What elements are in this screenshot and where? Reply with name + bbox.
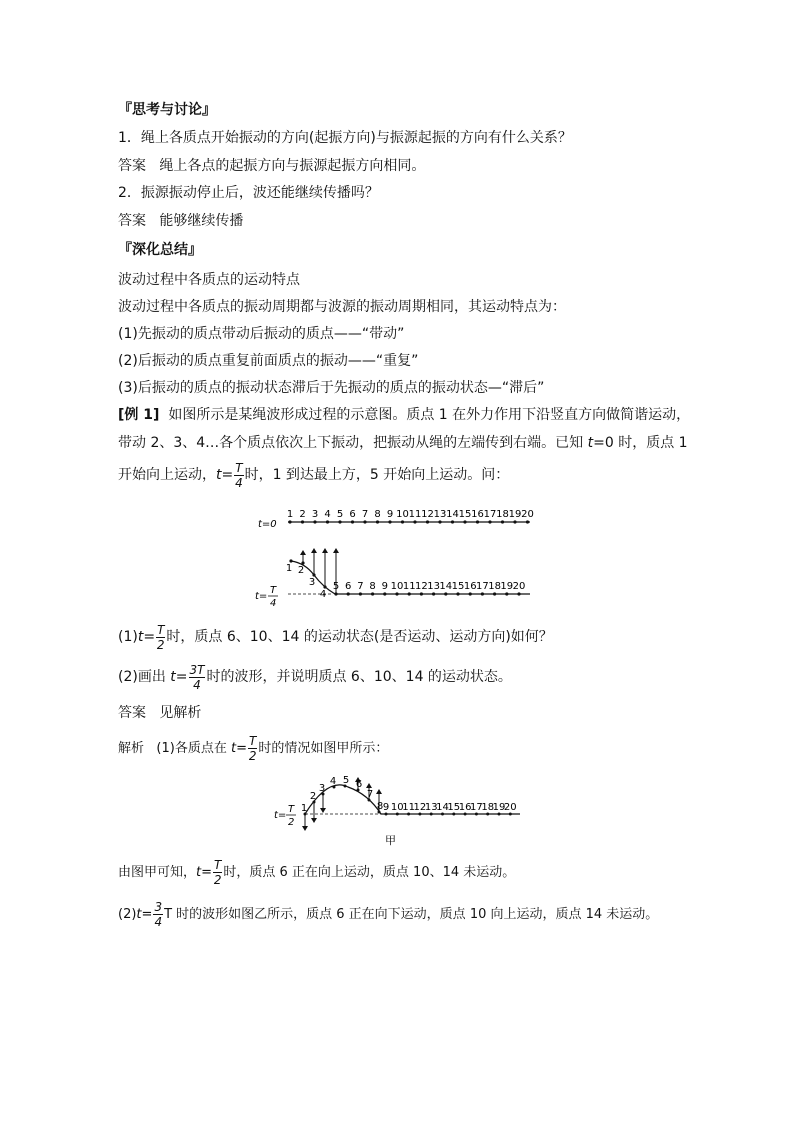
example-text-3b: 时，1 到达最上方，5 开始向上运动。问：: [244, 467, 510, 483]
rope-particle: [469, 592, 472, 595]
particle-label: 20: [512, 581, 526, 592]
frac-num: 3: [154, 900, 163, 914]
particle-label: 9: [386, 509, 394, 520]
rope-wave-figure: [250, 505, 540, 610]
example-text-1: 如图所示是某绳波形成过程的示意图。质点 1 在外力作用下沿竖直方向做简谐运动，: [168, 407, 691, 423]
solution-text-3a: (2): [118, 907, 137, 922]
particle-label: 7: [357, 581, 364, 592]
particle-label: 9: [381, 581, 388, 592]
example-text-2a: 带动 2、3、4…各个质点依次上下振动，把振动从绳的左端传到右端。已知: [118, 435, 588, 451]
frac-num: 3T: [189, 662, 205, 677]
particle-label: 13: [433, 509, 447, 520]
particle-label: 11: [402, 802, 415, 813]
particle-label: 13: [427, 581, 440, 592]
arrow-2-head: [300, 550, 306, 555]
solution-text-1b: 时的情况如图甲所示：: [258, 741, 389, 756]
row1-label: t=0: [258, 519, 277, 530]
frac-den: 2: [156, 637, 165, 652]
particle-label: 2: [299, 509, 306, 520]
discussion-heading: 『思考与讨论』: [118, 102, 216, 118]
equals-sign: =: [141, 907, 153, 922]
q1-text: 时，质点 6、10、14 的运动状态(是否运动、运动方向)如何？: [166, 629, 553, 645]
solution-text-2a: 由图甲可知，: [118, 865, 197, 880]
question-part-2: [118, 660, 512, 694]
rope-particle: [338, 520, 341, 523]
particle-label: 18: [481, 802, 495, 813]
particle-label: 14: [439, 581, 453, 592]
rope-particle: [432, 592, 435, 595]
particle-label: 10: [390, 802, 404, 813]
particle-label: 6: [355, 779, 363, 790]
example-line-1: [118, 405, 690, 425]
rope-particle: [526, 520, 529, 523]
row2-label-den: 4: [270, 598, 277, 609]
fraction-t-over-4: [234, 461, 243, 490]
particle-label: 2: [297, 565, 305, 576]
var-t: t: [587, 435, 594, 451]
rope-particle: [288, 520, 291, 523]
var-t: t: [136, 907, 142, 922]
particle-label: 14: [446, 509, 459, 520]
particle-label: 7: [361, 509, 369, 520]
rope-particle: [401, 520, 404, 523]
particle-label: 1: [300, 803, 308, 814]
equals-sign: =: [143, 629, 156, 645]
fig2-arrow-7-head: [366, 783, 372, 788]
particle-label: 19: [508, 509, 522, 520]
rope-particle: [420, 592, 423, 595]
rope-particle: [313, 520, 316, 523]
fig2-label-num: T: [288, 804, 295, 815]
particle-label: 1: [286, 509, 294, 520]
particle-label: 4: [319, 589, 327, 600]
summary-title: 波动过程中各质点的运动特点: [118, 272, 300, 288]
particle-label: 10: [396, 509, 409, 520]
particle-label: 6: [349, 509, 356, 520]
rope-particle: [501, 520, 504, 523]
fraction-3t-over-4: [189, 663, 206, 692]
rope-particle: [513, 520, 516, 523]
summary-point-1: (1)先振动的质点带动后振动的质点——“带动”: [118, 326, 405, 342]
particle-label: 18: [496, 509, 509, 520]
solution-line-2: [118, 856, 515, 890]
particle-label: 5: [332, 581, 340, 592]
particle-label: 17: [476, 581, 489, 592]
example-text-2b: =0 时，质点 1: [593, 435, 688, 451]
particle-label: 11: [402, 581, 416, 592]
rope-particle: [359, 592, 362, 595]
example-answer: [118, 703, 201, 723]
fraction-3-over-4: [153, 900, 163, 929]
solution-line-3: [118, 898, 658, 932]
rope-particle: [334, 592, 337, 595]
frac-num: T: [157, 622, 165, 637]
fig2-arrow-1-head: [302, 826, 308, 831]
particle-label: 14: [436, 802, 449, 813]
var-t: t: [196, 865, 202, 880]
fraction-t-over-2: [156, 623, 165, 652]
solution-text-1a: (1)各质点在: [156, 741, 231, 756]
rope-particle: [395, 592, 398, 595]
arrow-3-head: [311, 548, 317, 553]
equals-sign: =: [175, 669, 188, 685]
particle-label: 20: [503, 802, 517, 813]
rope-particle: [383, 592, 386, 595]
rope-particle: [301, 520, 304, 523]
particle-label: 12: [415, 581, 428, 592]
particle-label: 16: [458, 802, 472, 813]
rope-particle: [363, 520, 366, 523]
frac-num: T: [235, 460, 243, 475]
particle-label: 2: [309, 791, 317, 802]
rope-particle: [438, 520, 441, 523]
particle-label: 20: [521, 509, 534, 520]
frac-num: T: [214, 858, 222, 872]
var-t: t: [216, 467, 222, 483]
rope-particle: [371, 592, 374, 595]
particle-label: 4: [329, 776, 337, 787]
rope-particle: [347, 592, 350, 595]
var-t: t: [230, 741, 237, 756]
rope-particle: [351, 520, 354, 523]
particle-label: 9: [382, 802, 390, 813]
solution-text-3b: T 时的波形如图乙所示，质点 6 正在向下运动，质点 10 向上运动，质点 14 未运动。: [164, 907, 659, 922]
example-tag: [例 1]: [118, 407, 160, 423]
var-t: t: [170, 669, 176, 685]
particle-label: 12: [421, 509, 434, 520]
particle-label: 18: [488, 581, 501, 592]
solution-text-2b: 时，质点 6 正在向上运动，质点 10、14 未运动。: [223, 865, 516, 880]
answer-1-text: 绳上各点的起振方向与振源起振方向相同。: [159, 158, 426, 174]
fig2-arrow-3-head: [320, 808, 326, 813]
particle-label: 5: [336, 509, 344, 520]
rope-particle: [376, 520, 379, 523]
particle-label: 19: [500, 581, 514, 592]
frac-den: 4: [235, 475, 243, 490]
arrow-4-head: [322, 548, 328, 553]
particle-label: 5: [342, 775, 350, 786]
fig2-label-den: 2: [288, 817, 295, 828]
particle-label: 15: [447, 802, 461, 813]
rope-particle: [451, 520, 454, 523]
rope-particle: [505, 592, 508, 595]
particle-label: 8: [374, 509, 381, 520]
row2-label-t: t=: [255, 591, 268, 602]
rope-particle: [426, 520, 429, 523]
solution-label: 解析: [118, 741, 145, 756]
frac-num: T: [249, 734, 257, 748]
answer-2: [118, 211, 243, 231]
frac-den: 4: [193, 677, 201, 692]
particle-label: 11: [408, 509, 422, 520]
answer-label: 答案: [118, 705, 146, 721]
rope-particle: [488, 520, 491, 523]
particle-label: 10: [390, 581, 404, 592]
fig2-arrow-2-head: [311, 818, 317, 823]
particle-label: 8: [369, 581, 376, 592]
arrow-5-head: [333, 548, 339, 553]
fig2-label-t: t=: [274, 810, 287, 821]
particle-label: 16: [471, 509, 484, 520]
particle-label: 6: [345, 581, 352, 592]
rope-particle: [388, 520, 391, 523]
rope-particle: [517, 592, 520, 595]
rope-particle: [481, 592, 484, 595]
particle-label: 19: [492, 802, 506, 813]
summary-heading: 『深化总结』: [118, 242, 202, 258]
summary-point-3: (3)后振动的质点的振动状态滞后于先振动的质点的振动状态—“滞后”: [118, 380, 545, 396]
solution-line-1: [118, 732, 388, 766]
question-1: 1．绳上各质点开始振动的方向(起振方向)与振源起振的方向有什么关系？: [118, 130, 572, 146]
rope-particle: [456, 592, 459, 595]
rope-particle: [476, 520, 479, 523]
q2-prefix: (2)画出: [118, 669, 171, 685]
particle-label: 15: [458, 509, 472, 520]
question-part-1: [118, 620, 553, 654]
frac-den: 4: [154, 915, 163, 929]
var-t: t: [137, 629, 144, 645]
particle-label: 13: [424, 802, 438, 813]
rope-particle: [326, 520, 329, 523]
particle-label: 8: [376, 801, 384, 812]
fig2-arrow-8-head: [376, 789, 382, 794]
summary-point-2: (2)后振动的质点重复前面质点的振动——“重复”: [118, 353, 419, 369]
answer-1: [118, 156, 425, 176]
rope-particle: [408, 592, 411, 595]
particle-label: 3: [311, 509, 319, 520]
frac-den: 2: [248, 749, 257, 763]
particle-label: 3: [318, 783, 326, 794]
rope-particle: [444, 592, 447, 595]
rope-particle: [493, 592, 496, 595]
q1-prefix: (1): [118, 629, 138, 645]
row2-label-num: T: [270, 585, 277, 596]
equals-sign: =: [236, 741, 247, 756]
particle-label: 16: [463, 581, 477, 592]
fig2-caption: 甲: [385, 834, 396, 847]
particle-label: 3: [308, 577, 316, 588]
rope-particle: [413, 520, 416, 523]
example-line-3: [118, 458, 509, 492]
fraction-t-over-2: [213, 858, 222, 887]
answer-1-label: 答案: [118, 158, 146, 174]
particle-label: 17: [470, 802, 483, 813]
example-line-2: [118, 433, 688, 453]
equals-sign: =: [221, 467, 234, 483]
equals-sign: =: [201, 865, 213, 880]
particle-label: 17: [483, 509, 497, 520]
answer-2-text: 能够继续传播: [159, 213, 244, 229]
answer-2-label: 答案: [118, 213, 146, 229]
particle-label: 15: [451, 581, 465, 592]
answer-text: 见解析: [159, 705, 202, 721]
particle-label: 4: [324, 509, 331, 520]
particle-label: 12: [413, 802, 427, 813]
frac-den: 2: [213, 873, 222, 887]
particle-label: 7: [366, 789, 374, 800]
particle-label: 1: [285, 563, 293, 574]
example-text-3a: 开始向上运动，: [118, 467, 216, 483]
q2-text: 时的波形，并说明质点 6、10、14 的运动状态。: [206, 669, 512, 685]
wave-figure-jia: [268, 772, 528, 850]
question-2: 2．振源振动停止后，波还能继续传播吗？: [118, 185, 379, 201]
rope-particle: [463, 520, 466, 523]
fraction-t-over-2: [248, 734, 257, 763]
summary-intro: 波动过程中各质点的振动周期都与波源的振动周期相同，其运动特点为：: [118, 299, 566, 315]
